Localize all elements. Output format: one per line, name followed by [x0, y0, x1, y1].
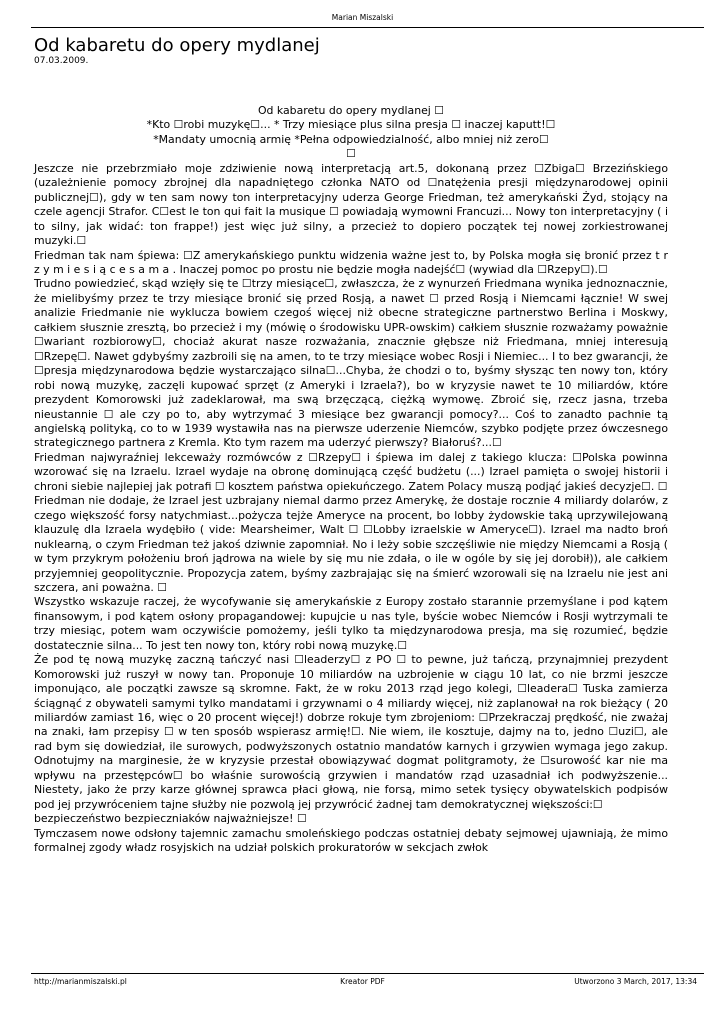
intro-line: Od kabaretu do opery mydlanej ☐ [257, 104, 445, 117]
footer-divider [31, 973, 704, 974]
intro-line: *Mandaty umocnią armię *Pełna odpowiedzialność, albo mniej niż zero☐ [153, 132, 549, 146]
article-paragraph: Trudno powiedzieć, skąd wzięły się te ☐trzy miesiące☐, zwłaszcza, że z wynurzeń Friedmana wynika jednoznacznie, że mielibyśmy przez te trzy miesiące bronić się przed Rosją, a nawet ☐ przed Rosją i Niemcami łącznie! W swej analizie Friedmanie nie wyklucza bowiem czegoś więcej niż obecne strategiczne partnerstwo Berlina i Moskwy, całkiem słusznie zresztą, bo przecież i my (mówię o środowisku UPR-owskim) całkiem słusznie rozważamy poważnie ☐wariant rozbiorowy☐, chociaż akurat nasze rozważania, znacznie głębsze niż Friedmana, mniej interesują ☐Rzepę☐. Nawet gdybyśmy zazbroili się na amen, to te trzy miesiące wobec Rosji i Niemiec... I to bez gwarancji, że ☐presja międzynarodowa będzie wystarczająco silna☐...Chyba, że chodzi o to, byśmy słysząc ten nowy ton, który robi nową muzykę, zaczęli kupować sprzęt (z Ameryki i Izraela?), bo w kryzysie nawet te 10 miliardów, które prezydent Komorowski już zadeklarował, ma swą brzęczącą, ciężką wymowę. Zbroić się, rzecz jasna, trzeba nieustannie ☐ ale czy po to, aby wytrzymać 3 miesiące bez gwarancji pomocy?... Coś to zanadto pachnie tą angielską polityką, co to w 1939 wystawiła nas na pierwsze uderzenie Niemców, szybko podjęte przez ówczesnego strategicznego partnera z Kremla. Kto tym razem ma uderzyć pierwszy? Białoruś?...☐ [34, 277, 668, 450]
article-paragraph: Że pod tę nową muzykę zaczną tańczyć nasi ☐leaderzy☐ z PO ☐ to pewne, już tańczą, przynajmniej prezydent Komorowski już ruszył w nowy tan. Proponuje 10 miliardów na uzbrojenie w ciągu 10 lat, co nie brzmi jeszcze imponująco, ale początki zawsze są skromne. Fakt, że w roku 2013 rząd jego kolegi, ☐leadera☐ Tuska zamierza ściągnąć z obywateli samymi tylko mandatami i grzywnami o 4 miliardy więcej, niż zaplanował na rok bieżący ( 20 miliardów zamiast 16, więc o 20 procent więcej!) dobrze rokuje tym zbrojeniom: ☐Przekraczaj prędkość, nie zważaj na znaki, łam przepisy ☐ w ten sposób wspierasz armię!☐. Nie wiem, ile kosztuje, dajmy na to, jedno ☐uzi☐, ale rad bym się dowiedział, ile surowych, podwyższonych ostatnio mandatów karnych i grzywien wymaga jego zakup. Odnotujmy na marginesie, że w kryzysie przestał obowiązywać dogmat politgramoty, że ☐surowość kar nie ma wpływu na przestępców☐ bo właśnie surowością grzywien i mandatów rząd uzasadniał ich podwyższenie... Niestety, jako że przy karze głównej sprawca płaci głową, nie forsą, mimo setek tysięcy obywatelskich podpisów pod jej przywróceniem tajne służby nie pozwolą jej przywrócić żadnej tam demokratycznej większości:☐ [34, 653, 668, 811]
header-author: Marian Miszalski [331, 13, 394, 22]
article-body [34, 104, 668, 856]
article-paragraph: Friedman najwyraźniej lekceważy rozmówców z ☐Rzepy☐ i śpiewa im dalej z takiego klucza: ☐Polska powinna wzorować się na Izraelu. Izrael wydaje na obronę dominującą część budżetu (...) Izrael pamięta o swojej historii i chroni siebie najlepiej jak potrafi ☐ kosztem państwa opiekuńczego. Zatem Polacy muszą podjąć jakieś decyzje☐. ☐ [34, 450, 668, 493]
intro-line: ☐ [346, 147, 356, 161]
article-paragraph: Wszystko wskazuje raczej, że wycofywanie się amerykańskie z Europy zostało starannie przemyślane i pod kątem finansowym, i pod kątem osłony propagandowej: kupujcie u nas tyle, byście wobec Niemców i Rosji wytrzymali te trzy miesiąc, potem wam oczywiście pomożemy, jeśli tylko ta międzynarodowa presja, ma się rozumieć, będzie dostatecznie silna... To jest ten nowy ton, który robi nową muzykę.☐ [34, 595, 668, 652]
article-paragraph: bezpieczeństwo bezpieczniaków najważniejsze! ☐ [34, 812, 307, 826]
article-paragraph: Friedman nie dodaje, że Izrael jest uzbrajany niemal darmo przez Amerykę, że dostaje rocznie 4 miliardy dolarów, z czego większość forsy natychmiast...pożycza tejże Ameryce na procent, bo lobby żydowskie taką uprzywilejowaną klauzulę dla Izraela wydębiło ( vide: Mearsheimer, Walt ☐ ☐Lobby izraelskie w Ameryce☐). Izrael ma nadto broń nuklearną, o czym Friedman też jakoś dziwnie zapomniał. No i leży sobie szczęśliwie nie między Niemcami a Rosją ( w tym przykrym położeniu broń jądrowa na wiele by się mu nie zdała, o ile w ogóle by się jej dorobił)), ale całkiem przyjemniej geopolitycznie. Propozycja zatem, byśmy zazbrajając się na śmierć wzorowali się na Izraelu nie jest ani szczera, ani poważna. ☐ [34, 494, 668, 594]
article-paragraph: Jeszcze nie przebrzmiało moje zdziwienie nową interpretacją art.5, dokonaną przez ☐Zbiga☐ Brzezińskiego (uzależnienie pomocy zbrojnej dla napadniętego członka NATO od ☐natężenia presji międzynarodowej opinii publicznej☐), gdy w ten sam nowy ton interpretacyjny uderza George Friedman, też amerykański Żyd, stojący na czele agencji Strafor. C☐est le ton qui fait la musique ☐ powiadają wymowni Francuzi... Nowy ton interpretacyjny ( i to silny, jak widać: ton frappe!) jest więc już silny, a przecież to dopiero początek tej nowej zorkiestrowanej muzyki.☐ [34, 161, 668, 248]
footer-url: http://marianmiszalski.pl [34, 977, 127, 986]
article-paragraph: Tymczasem nowe odsłony tajemnic zamachu smoleńskiego podczas ostatniej debaty sejmowej ujawniają, że mimo formalnej zgody władz rosyjskich na udział polskich prokuratorów w sekcjach zwłok [34, 826, 668, 855]
article-title: Od kabaretu do opery mydlanej [34, 35, 320, 56]
article-date: 07.03.2009. [34, 56, 89, 66]
intro-line: *Kto ☐robi muzykę☐... * Trzy miesiące plus silna presja ☐ inaczej kaputt!☐ [146, 118, 556, 132]
header-divider [31, 27, 704, 28]
footer-creator: Kreator PDF [340, 977, 385, 986]
footer-created-date: Utworzono 3 March, 2017, 13:34 [574, 977, 697, 986]
article-paragraph: Friedman tak nam śpiewa: ☐Z amerykańskiego punktu widzenia ważne jest to, by Polska mogła się bronić przez t r z y m i e s i ą c e s a m a . Inaczej pomoc po prostu nie będzie mogła nadejść☐ (wywiad dla ☐Rzepy☐).☐ [34, 248, 668, 276]
